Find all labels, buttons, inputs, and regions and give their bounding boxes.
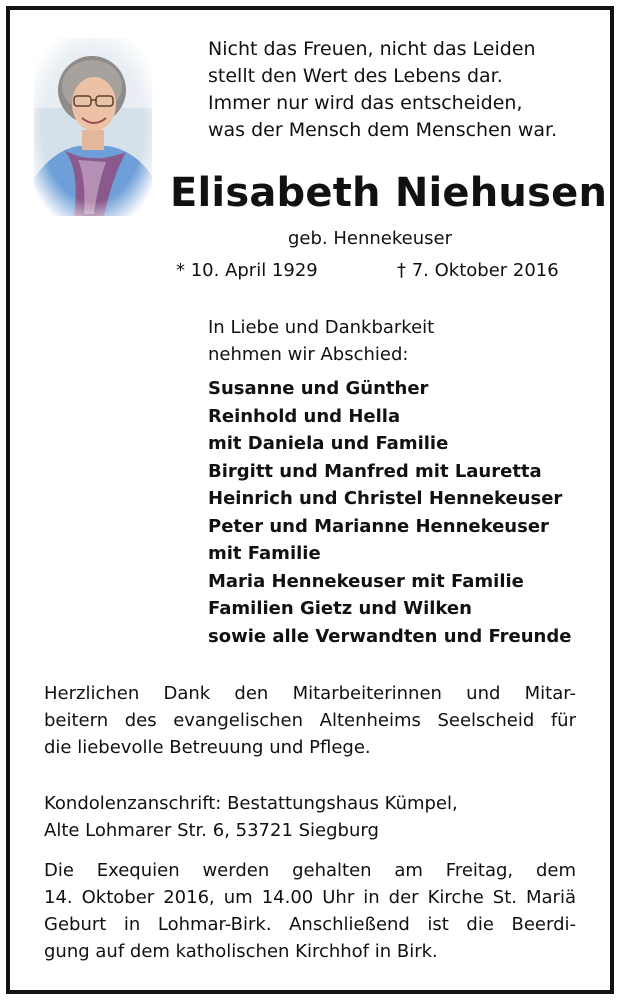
mourner-line: Familien Gietz und Wilken	[208, 598, 472, 619]
service-line: 14. Oktober 2016, um 14.00 Uhr in der Kirche St. Mariä	[44, 887, 576, 908]
deceased-name: Elisabeth Niehusen	[170, 170, 608, 216]
farewell-intro	[208, 314, 434, 368]
mourner-line: Peter und Marianne Hennekeuser	[208, 515, 549, 537]
mourner-line: mit Familie	[208, 543, 321, 564]
service-line: Geburt in Lohmar-Birk. Anschließend ist die Beerdi-	[44, 914, 576, 935]
intro-line: In Liebe und Dankbarkeit	[208, 317, 435, 338]
condolence-line: Alte Lohmarer Str. 6, 53721 Siegburg	[44, 820, 379, 841]
poem-verse	[208, 36, 557, 144]
poem-line: stellt den Wert des Lebens dar.	[208, 65, 503, 87]
condolence-line: Kondolenzanschrift: Bestattungshaus Kümpel,	[44, 793, 458, 814]
mourner-line: Heinrich und Christel Hennekeuser	[208, 488, 563, 509]
thanks-line: die liebevolle Betreuung und Pflege.	[44, 737, 371, 758]
thanks-line: Herzlichen Dank den Mitarbeiterinnen und Mitar-	[44, 683, 576, 704]
service-paragraph	[44, 857, 576, 965]
mourners-list	[208, 375, 571, 650]
poem-line: was der Mensch dem Menschen war.	[208, 119, 558, 141]
mourner-line: Susanne und Günther	[208, 378, 429, 399]
service-line: Die Exequien werden gehalten am Freitag, dem	[44, 860, 576, 881]
thanks-line: beitern des evangelischen Altenheims Seelscheid für	[44, 710, 576, 731]
maiden-name: geb. Hennekeuser	[288, 228, 452, 249]
mourner-line: Maria Hennekeuser mit Familie	[208, 570, 524, 592]
service-line: gung auf dem katholischen Kirchhof in Birk.	[44, 941, 438, 962]
thanks-paragraph	[44, 680, 576, 761]
death-date: † 7. Oktober 2016	[397, 260, 559, 281]
portrait-photo	[34, 38, 152, 216]
birth-date: * 10. April 1929	[176, 260, 318, 281]
condolence-address	[44, 790, 576, 844]
mourner-line: Birgitt und Manfred mit Lauretta	[208, 460, 542, 482]
poem-line: Nicht das Freuen, nicht das Leiden	[208, 38, 536, 60]
mourner-line: sowie alle Verwandten und Freunde	[208, 625, 572, 647]
poem-line: Immer nur wird das entscheiden,	[208, 92, 523, 114]
intro-line: nehmen wir Abschied:	[208, 344, 409, 365]
mourner-line: mit Daniela und Familie	[208, 433, 449, 454]
mourner-line: Reinhold und Hella	[208, 405, 401, 427]
